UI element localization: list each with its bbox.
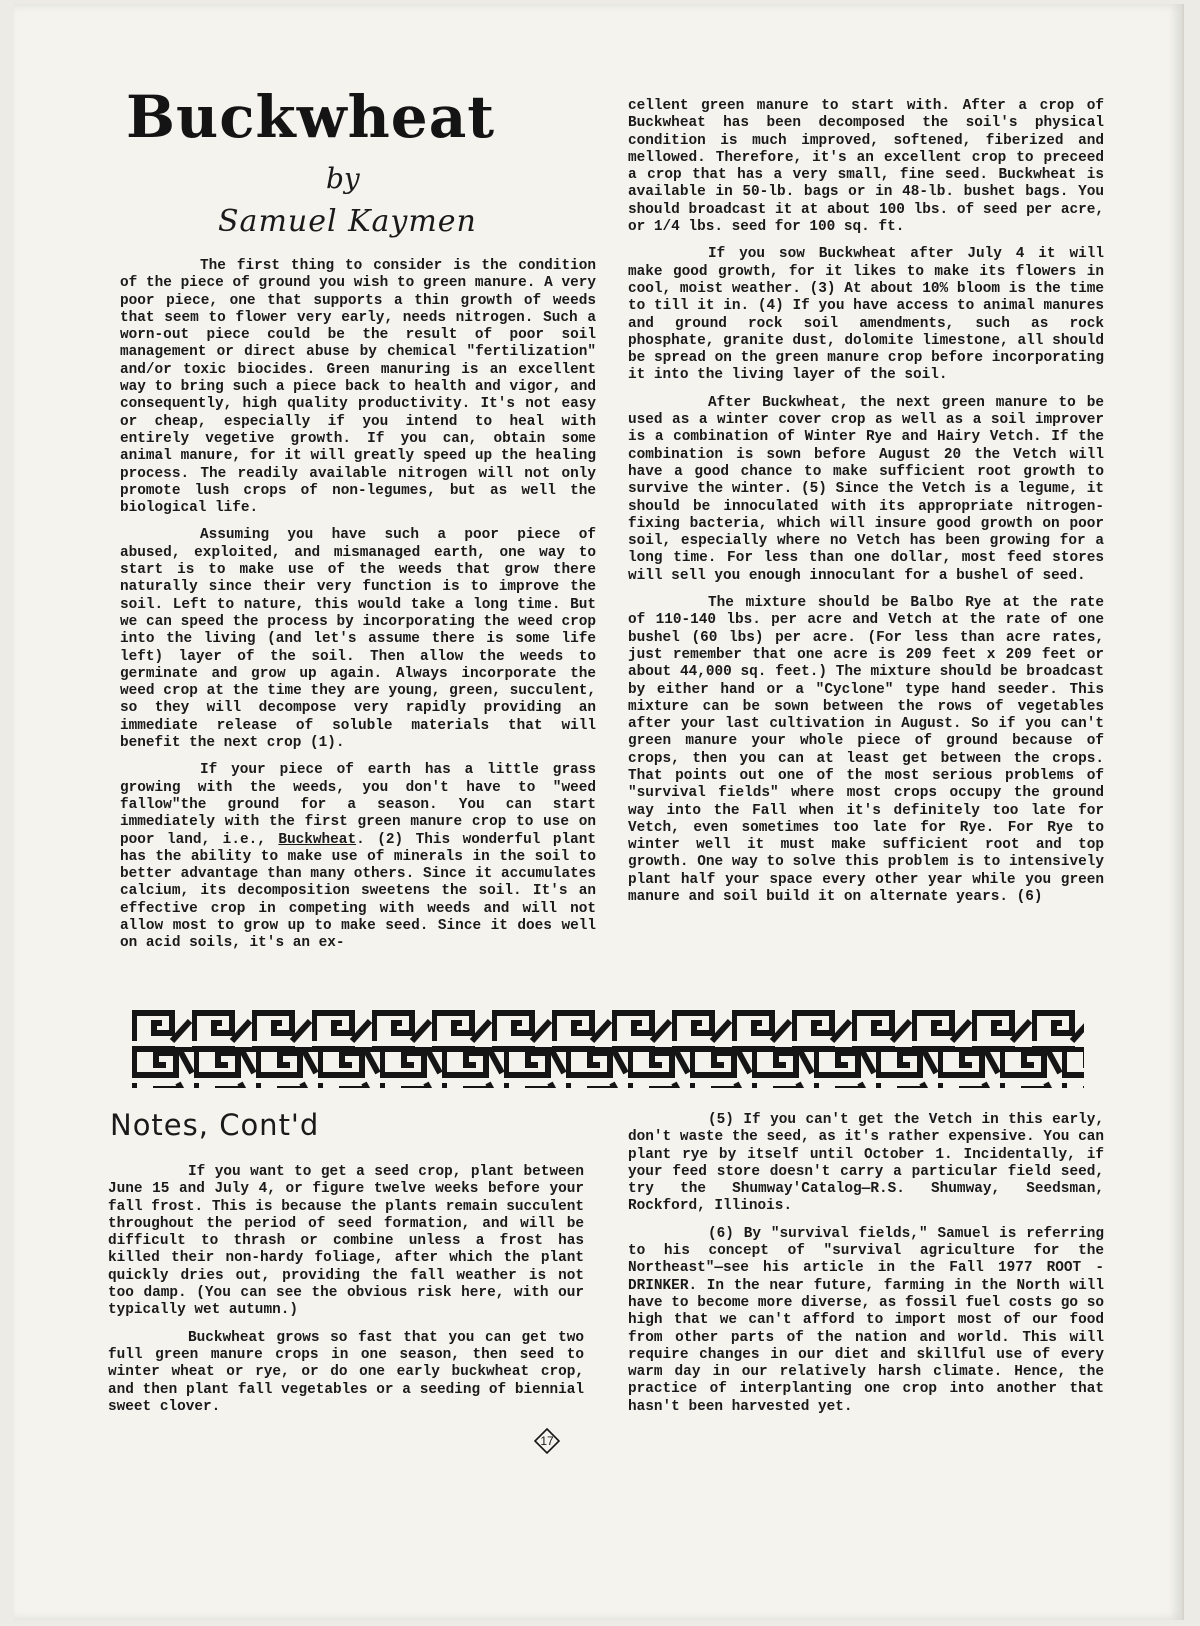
paragraph: If you sow Buckwheat after July 4 it will make good growth, for it likes to make its flowers in cool, moist weather. (3) At about 10% bloom is the time to till it in. (4) If you have access to animal manures and ground rock soil amendments, such as rock phosphate, granite dust, dolomite limestone, all should be spread on the green manure crop before incorporating it into the living layer of the soil. [628,246,1104,384]
notes-column-left [108,1164,584,1426]
byline: by [326,162,360,195]
paragraph: The first thing to consider is the condition of the piece of ground you wish to green manure. A very poor piece, one that supports a thin growth of weeds that seem to flower very early, needs nitrogen. Such a worn-out piece could be the result of poor soil management or direct abuse by chemical "fertilization" and/or toxic biocides. Green manuring is an excellent way to bring such a piece back to health and vigor, and consequently, high quality productivity. It's not easy or cheap, especially if you intend to heal with entirely vegetive growth. If you can, obtain some animal manure, for it will greatly speed up the healing process. The readily available nitrogen will not only promote lush crops of non-legumes, but as well the biological life. [120,258,596,517]
paragraph: Assuming you have such a poor piece of abused, exploited, and mismanaged earth, one way to start is to make use of the weeds that grow there naturally since their very function is to improve the soil. Left to nature, this would take a long time. But we can speed the process by incorporating the weed crop into the living (and let's assume there is some life left) layer of the soil. Then allow the weeds to germinate and grow up again. Always incorporate the weed crop at the time they are young, green, succulent, so they will decompose very rapidly providing an immediate release of soluble materials that will benefit the next crop (1). [120,527,596,752]
author-name: Samuel Kaymen [218,204,477,239]
paragraph: (6) By "survival fields," Samuel is referring to his concept of "survival agriculture for the Northeast"—see his article in the Fall 1977 ROOT - DRINKER. In the near future, farming in the North will have to become more diverse, as fossil fuel costs go so high that we can't afford to import most of our food from other parts of the nation and world. This will require changes in our diet and skillful use of every warm day in our relatively harsh climate. Hence, the practice of interplanting one crop into another that hasn't been harvested yet. [628,1225,1104,1415]
article-column-left [120,258,596,963]
paragraph: cellent green manure to start with. After a crop of Buckwheat has been decomposed the soil's physical condition is much improved, softened, fiberized and mellowed. Therefore, it's an excellent crop to preceed a crop that has a very small, fine seed. Buckwheat is available in 50-lb. bags or in 48-lb. bushet bags. You should broadcast it at about 100 lbs. of seed per acre, or 1/4 lbs. seed for 100 sq. ft. [628,98,1104,236]
underlined-term: Buckwheat [278,831,357,848]
paragraph: (5) If you can't get the Vetch in this early, don't waste the seed, as it's rather expensive. You can plant rye by itself until October 1. Incidentally, if your feed store doesn't carry a particular field seed, try the Shumway'Catalog—R.S. Shumway, Seedsman, Rockford, Illinois. [628,1112,1104,1215]
page-number: 17 [534,1428,560,1454]
paragraph: Buckwheat grows so fast that you can get two full green manure crops in one season, then seed to winter wheat or rye, or do one early buckwheat crop, and then plant fall vegetables or a seeding of biennial sweet clover. [108,1329,584,1415]
paragraph: If your piece of earth has a little grass growing with the weeds, you don't have to "weed fallow"the ground for a season. You can start immediately with the first green manure crop to use on poor land, i.e., Buckwheat. (2) This wonderful plant has the ability to make use of minerals in the soil to better advantage than many others. Since it accumulates calcium, its decomposition sweetens the soil. It's an effective crop in competing with weeds and will not allow most to grow up to make seed. Since it does well on acid soils, it's an ex- [120,762,596,952]
paragraph: After Buckwheat, the next green manure to be used as a winter cover crop as well as a soil improver is a combination of Winter Rye and Hairy Vetch. If the combination is sown before August 20 the Vetch will have a good chance to make sufficient root growth to survive the winter. (5) Since the Vetch is a legume, it should be innoculated with its appropriate nitrogen-fixing bacteria, which will insure good growth on poor soil, especially where no Vetch has been growing for a long time. For less than one dollar, most feed stores will sell you enough innoculant for a bushel of seed. [628,394,1104,584]
paragraph: If you want to get a seed crop, plant between June 15 and July 4, or figure twelve weeks before your fall frost. This is because the plants remain succulent throughout the period of seed formation, and will be difficult to thrash or combine unless a frost has killed their non-hardy foliage, after which the plant quickly dries out, providing the fall weather is not too damp. (You can see the obvious risk here, with our typically wet autumn.) [108,1164,584,1319]
greek-key-divider [132,1007,1084,1091]
article-column-right [628,98,1104,916]
notes-heading: Notes, Cont'd [110,1108,320,1142]
magazine-page [14,4,1184,1620]
article-title: Buckwheat [126,83,496,151]
notes-column-right [628,1112,1104,1426]
paragraph: The mixture should be Balbo Rye at the rate of 110-140 lbs. per acre and Vetch at the rate of one bushel (60 lbs) per acre. (For less than acre rates, just remember that one acre is 209 feet x 209 feet or about 44,000 sq. feet.) The mixture should be broadcast by either hand or a "Cyclone" type hand seeder. This mixture can be sown between the rows of vegetables after your last cultivation in August. So if you can't green manure your whole piece of ground because of crops, then you can at least get between the crops. That points out one of the most serious problems of "survival fields" where most crops occupy the ground way into the Fall when it's definitely too late for Vetch, even sometimes too late for Rye. For Rye to winter well it must make sufficient root and top growth. One way to solve this problem is to intensively plant half your space every other year while you green manure and soil build it on alternate years. (6) [628,595,1104,906]
